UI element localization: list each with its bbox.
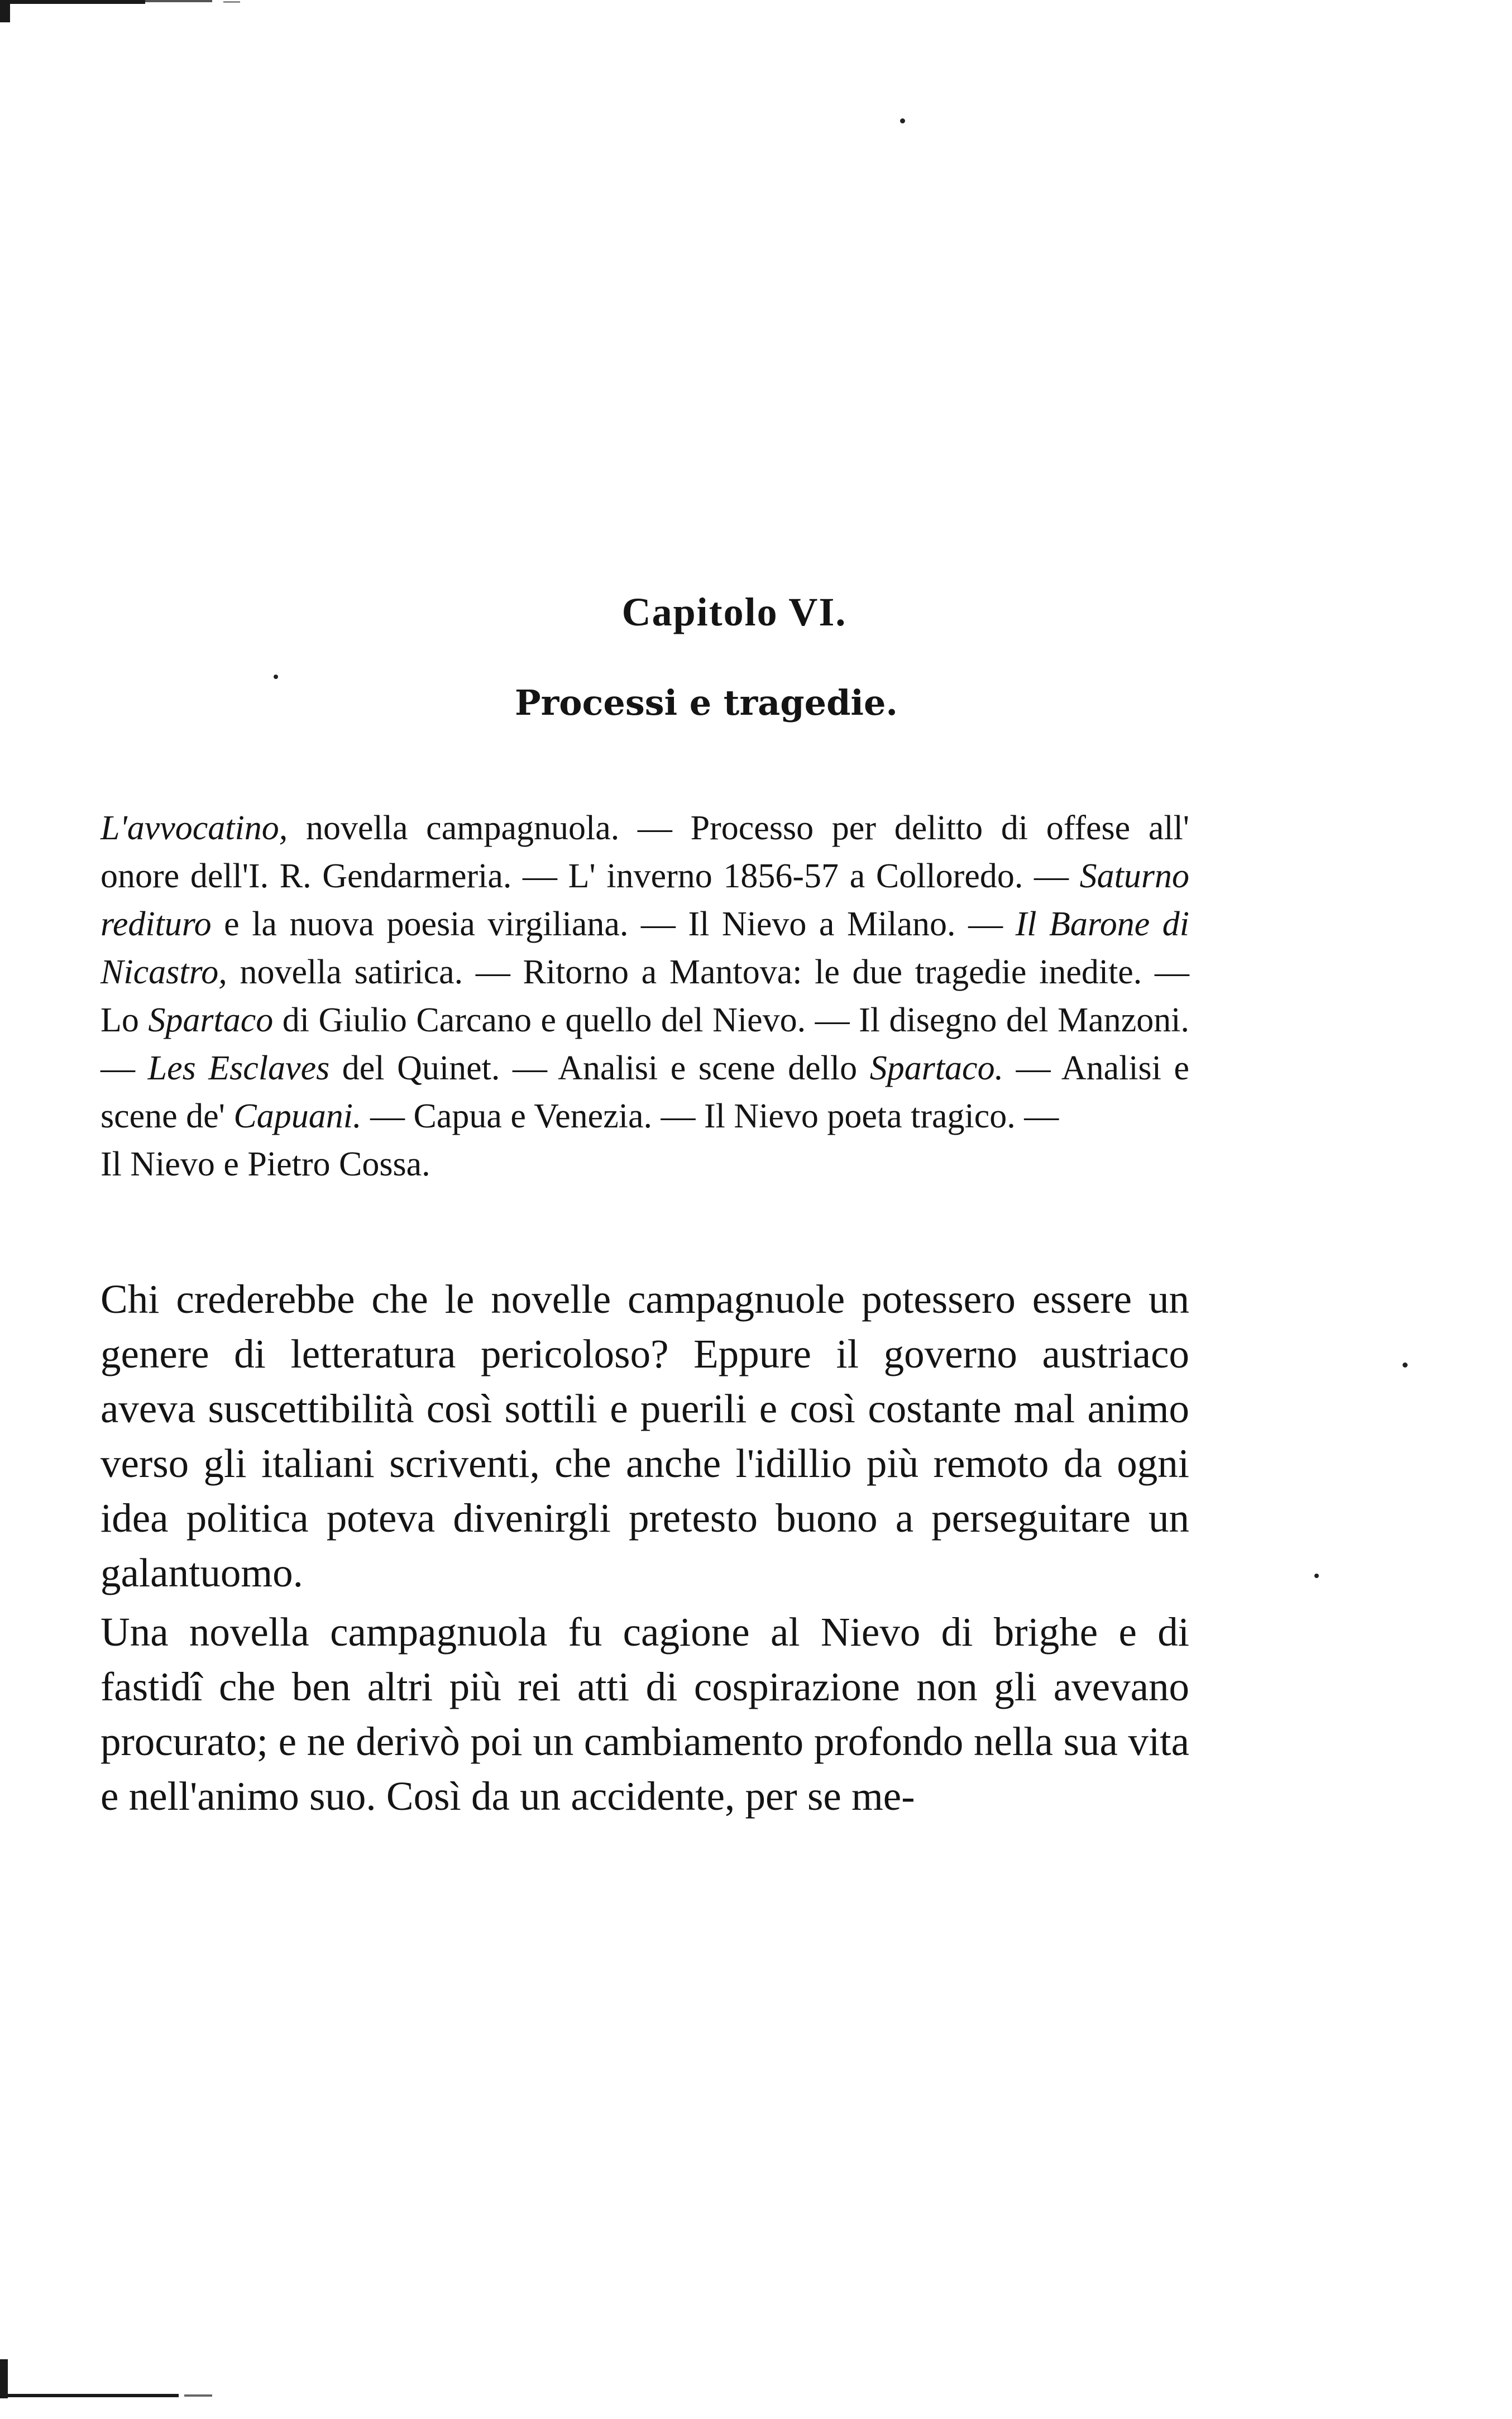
summary-segment: — Analisi e scene de' xyxy=(101,1049,1190,1135)
summary-segment: del Quinet. — Analisi e scene dello xyxy=(329,1049,870,1087)
summary-title-italic: Les Esclaves xyxy=(147,1049,330,1087)
summary-segment: — Capua e Venezia. — Il Nievo poeta tragico. — xyxy=(361,1097,1059,1135)
scan-speck xyxy=(1314,1574,1319,1578)
paragraph: Chi crederebbe che le novelle campagnuole potessero essere un genere di letteratura pericoloso? Eppure il governo austriaco aveva suscettibilità così sottili e puerili e così costante mal animo verso gli italiani scriventi, che anche l'idillio più remoto da ogni idea politica poteva divenirgli pretesto buono a perseguitare un galantuomo. xyxy=(101,1277,1189,1595)
scan-edge-mark-bottom xyxy=(0,2359,235,2398)
paragraph: Una novella campagnuola fu cagione al Nievo di brighe e di fastidî che ben altri più rei atti di cospirazione non gli avevano procurato; e ne derivò poi un cambiamento profondo nella sua vita e nell'animo suo. Così da un accidente, per se me- xyxy=(101,1609,1189,1819)
scan-speck xyxy=(1403,1363,1408,1368)
summary-title-italic: Spartaco xyxy=(148,1001,274,1039)
book-page xyxy=(101,592,1189,1824)
chapter-subtitle: Processi e tragedie. xyxy=(514,682,898,723)
chapter-title: Capitolo VI. xyxy=(621,590,847,634)
chapter-summary xyxy=(101,804,1189,1188)
summary-segment: novella campagnuola. — Processo per delitto di offese all' onore dell'I. R. Gendarmeria. — L' inverno 1856-57 a Colloredo. — xyxy=(101,809,1189,895)
body-text xyxy=(101,1272,1189,1824)
summary-title-italic: Il Barone di Nicastro, xyxy=(101,905,1189,991)
summary-title-italic: Spartaco. xyxy=(869,1049,1004,1087)
scan-edge-mark-top xyxy=(0,0,262,22)
summary-segment: novella satirica. — Ritorno a Mantova: le due tragedie inedite. — Lo xyxy=(101,953,1189,1039)
summary-title-italic: Capuani. xyxy=(233,1097,362,1135)
summary-title-italic: L'avvocatino, xyxy=(101,809,288,847)
summary-last-line: Il Nievo e Pietro Cossa. xyxy=(101,1145,430,1183)
summary-text xyxy=(101,809,1189,1135)
summary-segment: di Giulio Carcano e quello del Nievo. — Il disegno del Manzoni. — xyxy=(101,1001,1189,1087)
scan-speck xyxy=(900,118,905,123)
summary-title-italic: Saturno redituro xyxy=(101,857,1189,943)
summary-segment: e la nuova poesia virgiliana. — Il Nievo a Milano. — xyxy=(211,905,1016,943)
